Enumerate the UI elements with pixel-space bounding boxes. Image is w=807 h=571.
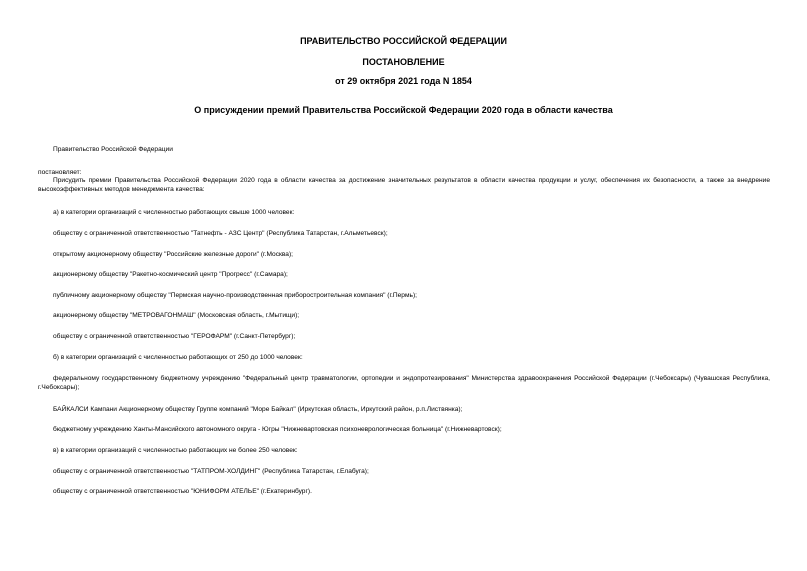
award-item-a6: обществу с ограниченной ответственностью "ГЕРОФАРМ" (г.Санкт-Петербург); — [53, 333, 296, 340]
document-title: О присуждении премий Правительства Российской Федерации 2020 года в области качества — [194, 105, 613, 115]
award-item-a4: публичному акционерному обществу "Пермская научно-производственная приборостроительная компания" (г.Пермь); — [53, 292, 417, 299]
doc-type-heading: ПОСТАНОВЛЕНИЕ — [362, 57, 445, 67]
decides-line: постановляет: — [38, 169, 82, 176]
authority-heading: ПРАВИТЕЛЬСТВО РОССИЙСКОЙ ФЕДЕРАЦИИ — [300, 36, 507, 46]
intro-paragraph: Присудить премии Правительства Российской Федерации 2020 года в области качества за достижение значительных результатов в области качества продукции и услуг, обеспечения их безопасности, а также за внедрение высокоэффективных методов менеджмента качества: — [38, 177, 770, 193]
award-item-b1: федеральному государственному бюджетному учреждению "Федеральный центр травматологии, ортопедии и эндопротезирования" Министерства здравоохранения Российской Федерации (г.Чебоксары) (Чувашская Республика, г.Чебоксары); — [38, 375, 770, 391]
award-item-c2: обществу с ограниченной ответственностью "ЮНИФОРМ АТЕЛЬЕ" (г.Екатеринбург). — [53, 488, 312, 495]
date-number-heading: от 29 октября 2021 года N 1854 — [335, 76, 472, 86]
award-item-b2: БАЙКАЛСИ Кампани Акционерному обществу Группе компаний "Море Байкал" (Иркутская область, Иркутский район, р.п.Листвянка); — [53, 406, 463, 413]
category-b-heading: б) в категории организаций с численностью работающих от 250 до 1000 человек: — [53, 354, 303, 361]
category-a-heading: а) в категории организаций с численностью работающих свыше 1000 человек: — [53, 209, 295, 216]
award-item-b3: бюджетному учреждению Ханты-Мансийского автономного округа - Югры "Нижневартовская психоневрологическая больница" (г.Нижневартовск); — [53, 426, 502, 433]
award-item-a1: обществу с ограниченной ответственностью "Татнефть - АЗС Центр" (Республика Татарстан, г.Альметьевск); — [53, 230, 388, 237]
award-item-c1: обществу с ограниченной ответственностью "ТАТПРОМ-ХОЛДИНГ" (Республика Татарстан, г.Елабуга); — [53, 468, 369, 475]
award-item-a5: акционерному обществу "МЕТРОВАГОНМАШ" (Московская область, г.Мытищи); — [53, 312, 300, 319]
award-item-a2: открытому акционерному обществу "Российские железные дороги" (г.Москва); — [53, 251, 293, 258]
category-c-heading: в) в категории организаций с численностью работающих не более 250 человек: — [53, 447, 298, 454]
award-item-a3: акционерному обществу "Ракетно-космический центр "Прогресс" (г.Самара); — [53, 271, 288, 278]
issuer-line: Правительство Российской Федерации — [53, 146, 173, 153]
